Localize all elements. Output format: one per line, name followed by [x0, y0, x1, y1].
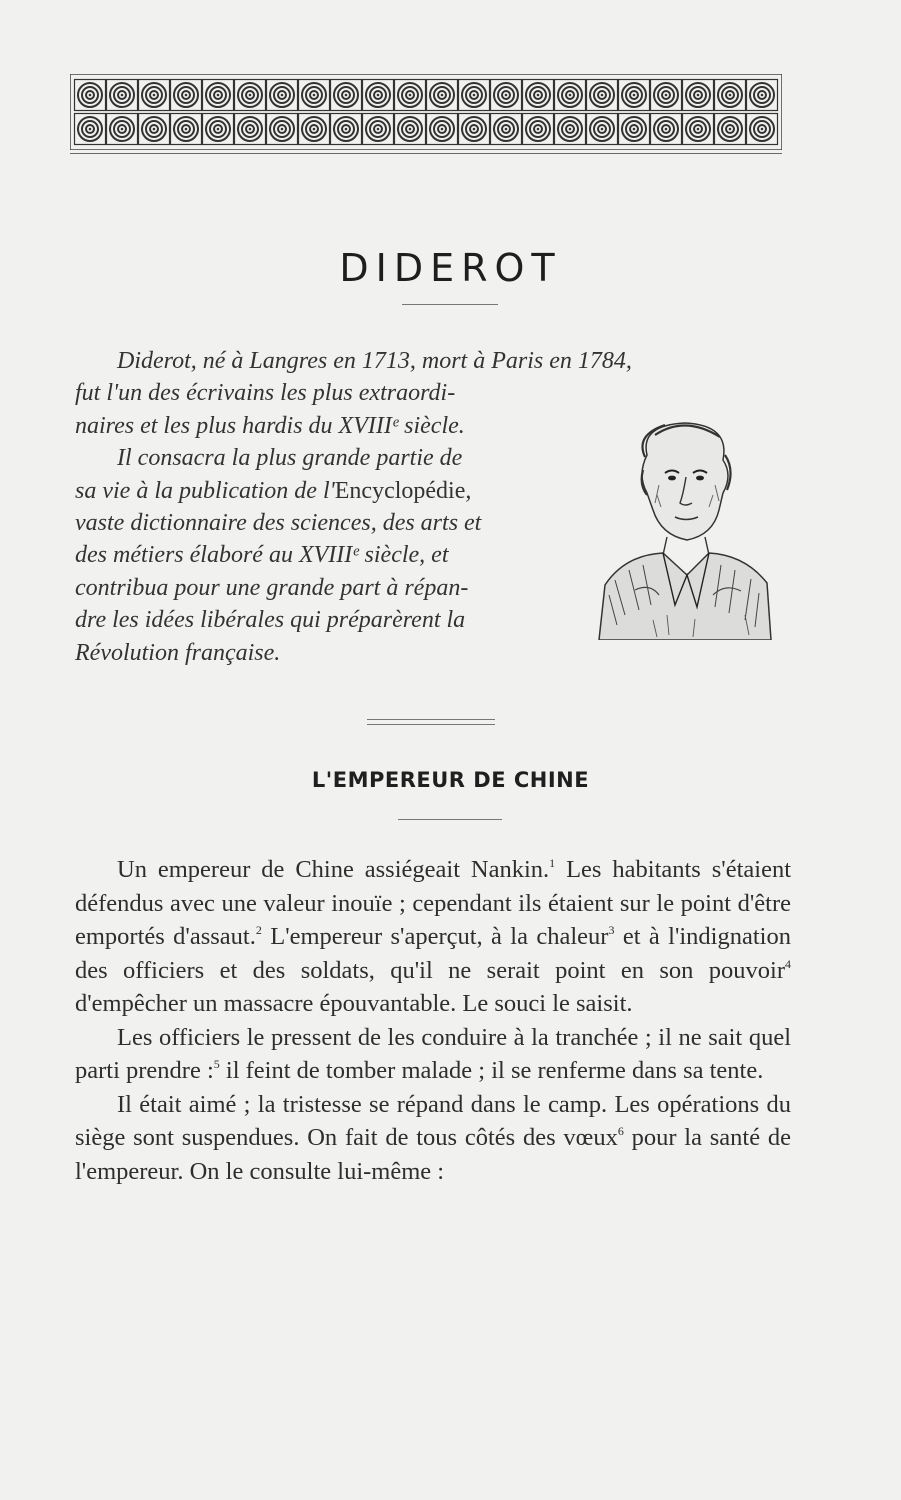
footnote-ref: 5	[213, 1057, 220, 1071]
intro-line: Il consacra la plus grande partie de	[117, 445, 463, 472]
spiral-ornament	[331, 114, 362, 145]
page-title: DIDEROT	[339, 246, 562, 290]
spiral-ornament	[651, 80, 682, 111]
intro-line: des métiers élaboré au XVIIIᵉ siècle, et	[75, 542, 449, 569]
spiral-ornament	[523, 80, 554, 111]
spiral-ornament	[683, 80, 714, 111]
paragraph-text: L'empereur s'aperçut, à la chaleur	[261, 923, 609, 950]
spiral-ornament	[395, 114, 426, 145]
paragraph-text: Les habitants s'étaient défendus avec une valeur inouïe ; cependant ils étaient sur le point d'être emportés d'assaut.	[75, 856, 791, 950]
paragraph	[75, 853, 791, 1021]
spiral-ornament	[203, 80, 234, 111]
paragraph-text: et à l'indignation des officiers et des soldats, qu'il ne serait point en son pouvoir	[75, 923, 791, 984]
section-title: L'EMPEREUR DE CHINE	[311, 768, 590, 792]
spiral-ornament	[107, 80, 138, 111]
paragraph-text: Un empereur de Chine assiégeait Nankin.	[117, 856, 550, 883]
spiral-ornament	[139, 80, 170, 111]
title-divider	[402, 304, 498, 305]
story-text	[75, 853, 791, 1188]
encyclopedie-word: Encyclopédie	[334, 477, 466, 504]
section-title-divider	[398, 819, 502, 820]
spiral-ornament	[395, 80, 426, 111]
spiral-ornament	[491, 114, 522, 145]
paragraph-text: d'empêcher un massacre épouvantable. Le souci le saisit.	[75, 990, 633, 1017]
intro-comma: ,	[465, 477, 472, 504]
spiral-ornament	[651, 114, 682, 145]
frieze-underline	[70, 153, 782, 154]
spiral-ornament	[139, 114, 170, 145]
spiral-ornament	[459, 114, 490, 145]
spiral-ornament	[587, 80, 618, 111]
spiral-ornament	[171, 80, 202, 111]
footnote-ref: 2	[255, 923, 262, 937]
paragraph-text: Il était aimé ; la tristesse se répand dans le camp. Les opérations du siège sont suspendues. On fait de tous côtés des vœux	[75, 1090, 791, 1151]
spiral-ornament	[299, 114, 330, 145]
spiral-ornament	[75, 114, 106, 145]
decorative-frieze	[70, 74, 782, 150]
spiral-ornament	[363, 114, 394, 145]
spiral-ornament	[267, 114, 298, 145]
spiral-ornament	[523, 114, 554, 145]
diderot-portrait	[595, 415, 775, 640]
spiral-ornament	[747, 114, 778, 145]
spiral-ornament	[619, 114, 650, 145]
spiral-ornament	[619, 80, 650, 111]
spiral-ornament	[235, 80, 266, 111]
intro-line: Révolution française.	[75, 639, 281, 666]
intro-line: vaste dictionnaire des sciences, des arts et	[75, 510, 482, 537]
intro-line: Diderot, né à Langres en 1713, mort à Paris en 1784,	[117, 348, 632, 374]
section-divider-upper	[367, 719, 495, 720]
intro-line: contribua pour une grande part à répan-	[75, 574, 469, 601]
spiral-ornament	[683, 114, 714, 145]
spiral-ornament	[363, 80, 394, 111]
paragraph-text: il feint de tomber malade ; il se renferme dans sa tente.	[219, 1057, 764, 1084]
spiral-ornament	[459, 80, 490, 111]
spiral-ornament	[555, 114, 586, 145]
paragraph	[75, 1021, 791, 1088]
footnote-ref: 6	[617, 1124, 624, 1138]
spiral-ornament	[331, 80, 362, 111]
paragraph	[75, 1088, 791, 1189]
spiral-ornament	[715, 80, 746, 111]
spiral-ornament	[491, 80, 522, 111]
intro-line: dre les idées libérales qui préparèrent la	[75, 607, 466, 634]
intro-line: fut l'un des écrivains les plus extraordi-	[75, 380, 456, 407]
spiral-ornament	[75, 80, 106, 111]
spiral-ornament	[747, 80, 778, 111]
intro-line-text: sa vie à la publication de l'	[75, 477, 335, 504]
spiral-ornament	[299, 80, 330, 111]
spiral-ornament	[107, 114, 138, 145]
spiral-ornament	[235, 114, 266, 145]
spiral-ornament	[267, 80, 298, 111]
footnote-ref: 4	[785, 956, 791, 971]
footnote-ref: 1	[549, 856, 556, 870]
spiral-ornament	[427, 114, 458, 145]
intro-line	[75, 475, 565, 507]
paragraph-text: pour la santé de l'empereur. On le consulte lui-même :	[75, 1124, 791, 1185]
spiral-ornament	[203, 114, 234, 145]
footnote-ref: 3	[608, 923, 615, 937]
spiral-ornament	[171, 114, 202, 145]
spiral-ornament	[587, 114, 618, 145]
spiral-ornament	[555, 80, 586, 111]
section-divider-lower	[367, 724, 495, 725]
paragraph-text: Les officiers le pressent de les conduire à la tranchée ; il ne sait quel parti prendre :	[75, 1023, 791, 1084]
intro-line: naires et les plus hardis du XVIIIᵉ siècle.	[75, 412, 465, 439]
spiral-ornament	[715, 114, 746, 145]
spiral-ornament	[427, 80, 458, 111]
